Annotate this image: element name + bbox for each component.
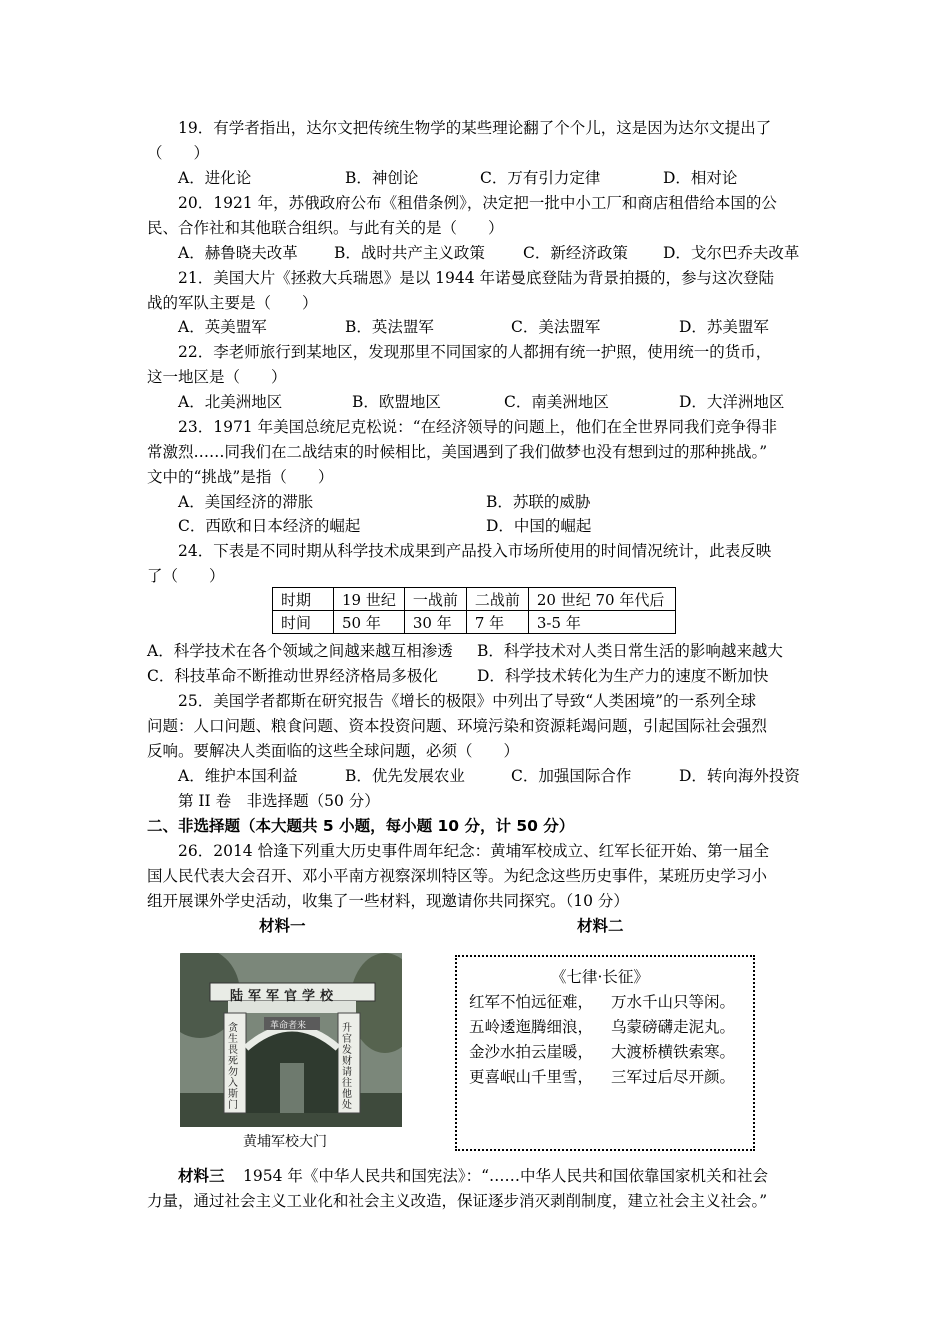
material3-text: 1954 年《中华人民共和国宪法》：“……中华人民共和国依靠国家机关和社会 xyxy=(243,1167,769,1185)
q20-stem-cont: 民、合作社和其他联合组织。与此有关的是（ ） xyxy=(147,219,504,237)
q23-stem-cont: 常激烈……同我们在二战结束的时候相比，美国遇到了我们做梦也没有想到过的那种挑战。” xyxy=(147,443,768,461)
q23-option-c: C．西欧和日本经济的崛起 xyxy=(178,517,361,535)
poem-box xyxy=(455,955,755,1151)
q25-option-c: C．加强国际合作 xyxy=(511,767,632,785)
poem-line-2a: 五岭逶迤腾细浪， xyxy=(469,1018,594,1036)
q19-option-b: B．神创论 xyxy=(345,169,419,187)
table-cell: 20 世纪 70 年代后 xyxy=(528,588,675,611)
q24-option-c: C．科技革命不断推动世界经济格局多极化 xyxy=(147,667,438,685)
table-row xyxy=(273,611,676,634)
q19-stem: 19．有学者指出，达尔文把传统生物学的某些理论翻了个个儿，这是因为达尔文提出了 xyxy=(178,119,772,137)
q21-option-c: C．美法盟军 xyxy=(511,318,601,336)
q26-stem: 26．2014 恰逢下列重大历史事件周年纪念：黄埔军校成立、红军长征开始、第一届全 xyxy=(178,842,770,860)
q19-option-d: D．相对论 xyxy=(663,169,738,187)
q19-stem-cont: （ ） xyxy=(147,144,210,162)
table-cell: 7 年 xyxy=(466,611,528,634)
q21-option-d: D．苏美盟军 xyxy=(679,318,769,336)
gate-top-sign: 陆军军官学校 xyxy=(230,989,339,1004)
poem-line-3b: 大渡桥横铁索寒。 xyxy=(611,1043,736,1061)
q20-option-b: B．战时共产主义政策 xyxy=(334,244,485,262)
material2-label: 材料二 xyxy=(577,917,624,935)
poem-line-2b: 乌蒙磅礴走泥丸。 xyxy=(611,1018,736,1036)
table-cell: 50 年 xyxy=(334,611,405,634)
q20-option-a: A．赫鲁晓夫改革 xyxy=(178,244,298,262)
table-cell: 19 世纪 xyxy=(334,588,405,611)
photo-caption: 黄埔军校大门 xyxy=(243,1134,327,1150)
q20-option-d: D．戈尔巴乔夫改革 xyxy=(663,244,800,262)
q22-option-a: A．北美洲地区 xyxy=(178,393,283,411)
table-cell: 时间 xyxy=(273,611,334,634)
poem-line-1b: 万水千山只等闲。 xyxy=(611,993,736,1011)
q23-option-d: D．中国的崛起 xyxy=(486,517,592,535)
material1-label: 材料一 xyxy=(259,917,306,935)
material3-label: 材料三 xyxy=(178,1167,225,1185)
q20-option-c: C．新经济政策 xyxy=(523,244,628,262)
part-title: 第 II 卷 非选择题（50 分） xyxy=(178,792,380,810)
gate-illustration xyxy=(180,953,402,1127)
q24-stem-cont: 了（ ） xyxy=(147,567,225,585)
q22-option-d: D．大洋洲地区 xyxy=(679,393,785,411)
q26-stem-cont2: 组开展课外学史活动，收集了一些材料，现邀请你共同探究。（10 分） xyxy=(147,892,629,910)
whampoa-gate-photo xyxy=(180,953,402,1127)
table-cell: 一战前 xyxy=(404,588,466,611)
q22-stem: 22．李老师旅行到某地区，发现那里不同国家的人都拥有统一护照，使用统一的货币， xyxy=(178,343,772,361)
q25-stem-cont2: 反响。要解决人类面临的这些全球问题，必须（ ） xyxy=(147,742,520,760)
table-cell: 时期 xyxy=(273,588,334,611)
q25-option-a: A．维护本国利益 xyxy=(178,767,298,785)
q19-option-a: A．进化论 xyxy=(178,169,252,187)
q23-stem-cont2: 文中的“挑战”是指（ ） xyxy=(147,468,334,486)
q24-stats-table xyxy=(272,587,676,634)
q21-option-b: B．英法盟军 xyxy=(345,318,434,336)
q25-option-d: D．转向海外投资 xyxy=(679,767,800,785)
poem-line-3a: 金沙水拍云崖暖， xyxy=(469,1043,594,1061)
q22-option-c: C．南美洲地区 xyxy=(504,393,609,411)
q25-stem: 25．美国学者都斯在研究报告《增长的极限》中列出了导致“人类困境”的一系列全球 xyxy=(178,692,757,710)
q21-stem-cont: 战的军队主要是（ ） xyxy=(147,294,318,312)
q23-option-a: A．美国经济的滞胀 xyxy=(178,493,314,511)
gate-right-couplet: 升官发财请往他处 xyxy=(342,1023,352,1111)
q21-option-a: A．英美盟军 xyxy=(178,318,267,336)
section-heading: 二、非选择题（本大题共 5 小题，每小题 10 分，计 50 分） xyxy=(147,817,575,835)
table-cell: 30 年 xyxy=(404,611,466,634)
q26-stem-cont: 国人民代表大会召开、邓小平南方视察深圳特区等。为纪念这些历史事件，某班历史学习小 xyxy=(147,867,768,885)
q24-option-a: A．科学技术在各个领域之间越来越互相渗透 xyxy=(147,642,453,660)
poem-title: 《七律·长征》 xyxy=(551,968,649,986)
q20-stem: 20．1921 年，苏俄政府公布《租借条例》，决定把一批中小工厂和商店租借给本国的公 xyxy=(178,194,777,212)
q24-option-d: D．科学技术转化为生产力的速度不断加快 xyxy=(477,667,769,685)
q23-stem: 23．1971 年美国总统尼克松说：“在经济领导的问题上，他们在全世界同我们竞争得非 xyxy=(178,418,778,436)
q19-option-c: C．万有引力定律 xyxy=(480,169,601,187)
q22-option-b: B．欧盟地区 xyxy=(352,393,441,411)
q24-stem: 24．下表是不同时期从科学技术成果到产品投入市场所使用的时间情况统计，此表反映 xyxy=(178,542,772,560)
q25-stem-cont: 问题：人口问题、粮食问题、资本投资问题、环境污染和资源耗竭问题，引起国际社会强烈 xyxy=(147,717,768,735)
poem-line-1a: 红军不怕远征难， xyxy=(469,993,594,1011)
q24-option-b: B．科学技术对人类日常生活的影响越来越大 xyxy=(477,642,783,660)
material3-text-cont: 力量，通过社会主义工业化和社会主义改造，保证逐步消灭剥削制度，建立社会主义社会。” xyxy=(147,1192,768,1210)
poem-line-4b: 三军过后尽开颜。 xyxy=(611,1068,736,1086)
table-row xyxy=(273,588,676,611)
poem-line-4a: 更喜岷山千里雪， xyxy=(469,1068,594,1086)
gate-banner: 革命者来 xyxy=(270,1021,307,1031)
q23-option-b: B．苏联的威胁 xyxy=(486,493,591,511)
q25-option-b: B．优先发展农业 xyxy=(345,767,465,785)
table-cell: 3-5 年 xyxy=(528,611,675,634)
q22-stem-cont: 这一地区是（ ） xyxy=(147,368,287,386)
table-cell: 二战前 xyxy=(466,588,528,611)
q21-stem: 21．美国大片《拯救大兵瑞恩》是以 1944 年诺曼底登陆为背景拍摄的，参与这次登陆 xyxy=(178,269,775,287)
gate-left-couplet: 贪生畏死勿入斯门 xyxy=(228,1023,238,1111)
